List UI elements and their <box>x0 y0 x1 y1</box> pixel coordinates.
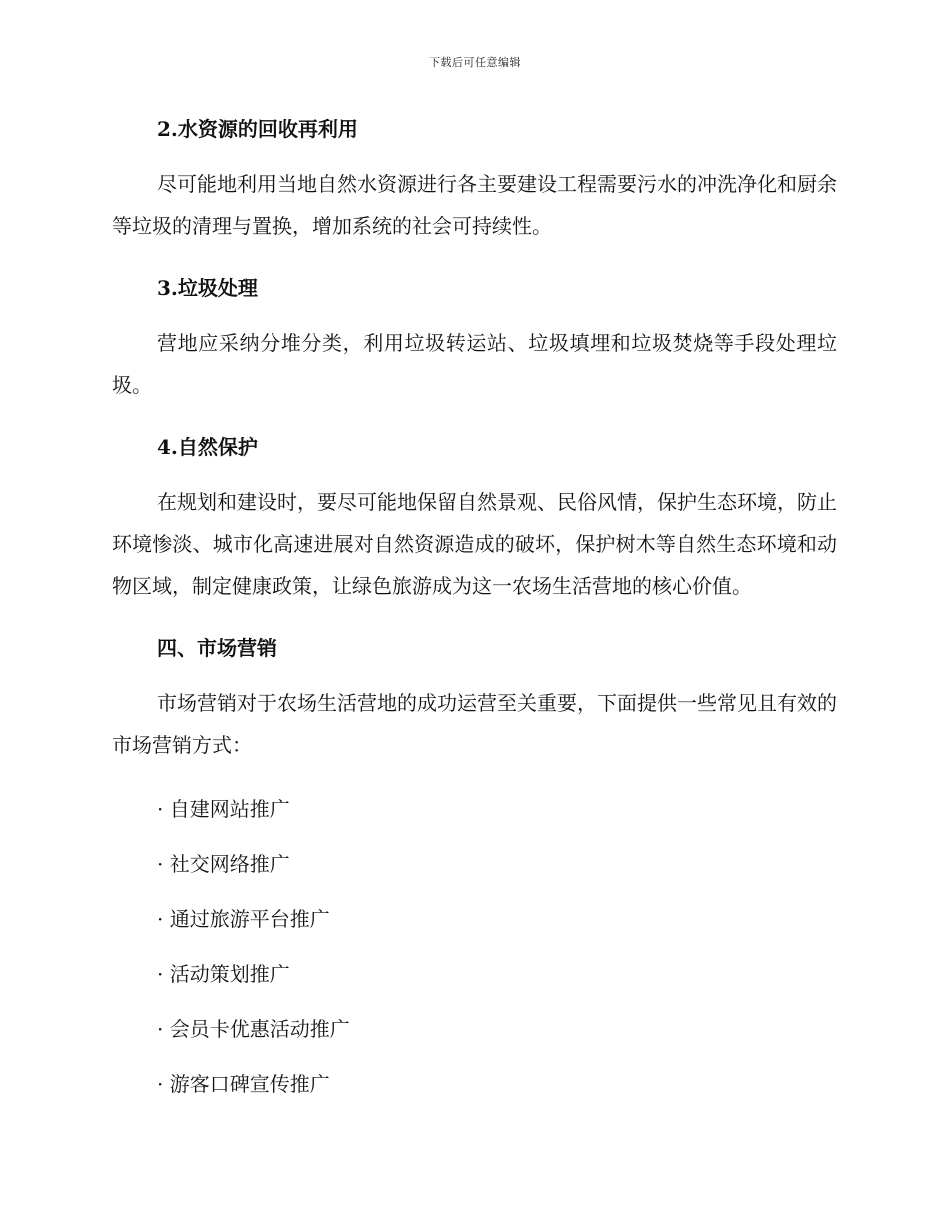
section-body-marketing: 市场营销对于农场生活营地的成功运营至关重要，下面提供一些常见且有效的市场营销方式： <box>112 691 837 757</box>
section-body-nature: 在规划和建设时，要尽可能地保留自然景观、民俗风情，保护生态环境，防止环境惨淡、城市化高速进展对自然资源造成的破坏，保护树木等自然生态环境和动物区域，制定健康政策，让绿色旅游成为这一农场生活营地的核心价值。 <box>112 490 837 598</box>
section-body-garbage: 营地应采纳分堆分类，利用垃圾转运站、垃圾填埋和垃圾焚烧等手段处理垃圾。 <box>112 331 837 397</box>
list-item: · 游客口碑宣传推广 <box>157 1072 330 1096</box>
section-body-water: 尽可能地利用当地自然水资源进行各主要建设工程需要污水的冲洗净化和厨余等垃圾的清理与置换，增加系统的社会可持续性。 <box>112 172 837 238</box>
list-item: · 自建网站推广 <box>157 797 290 821</box>
document-body <box>112 112 837 1098</box>
section-heading-water: 2.水资源的回收再利用 <box>157 117 358 141</box>
page-header: 下载后可任意编辑 <box>429 56 521 69</box>
section-heading-marketing: 四、市场营销 <box>157 636 277 660</box>
list-item: · 社交网络推广 <box>157 852 290 876</box>
section-heading-nature: 4.自然保护 <box>157 435 258 459</box>
list-item: · 会员卡优惠活动推广 <box>157 1017 350 1041</box>
marketing-list <box>112 795 837 1098</box>
section-heading-garbage: 3.垃圾处理 <box>157 276 258 300</box>
list-item: · 活动策划推广 <box>157 962 290 986</box>
list-item: · 通过旅游平台推广 <box>157 907 330 931</box>
